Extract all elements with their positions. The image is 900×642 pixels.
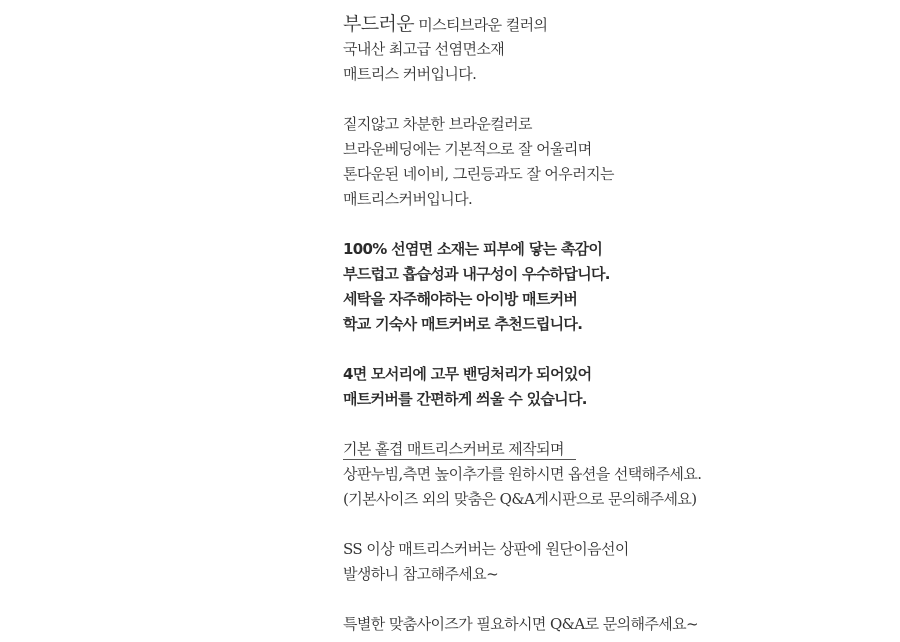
spacer [343,87,883,112]
custom-size-line: 특별한 맞춤사이즈가 필요하시면 Q&A로 문의해주세요~ [343,615,699,633]
intro-line-1 [343,12,883,37]
intro-line-2: 국내산 최고급 선염면소재 [343,40,505,58]
spacer [343,212,883,237]
intro-highlight: 부드러운 [343,13,415,35]
color-line-3: 톤다운된 네이비, 그린등과도 잘 어우러지는 [343,165,614,183]
color-line-1: 짙지않고 차분한 브라운컬러로 [343,115,532,133]
seam-line-2: 발생하니 참고해주세요~ [343,565,499,583]
intro-line-1-rest: 미스티브라운 컬러의 [418,16,548,34]
option-line-2: (기본사이즈 외의 맞춤은 Q&A게시판으로 문의해주세요) [343,490,697,508]
option-heading: 기본 홑겹 매트리스커버로 제작되며 [343,439,576,460]
material-line-1: 100% 선염면 소재는 피부에 닿는 촉감이 [343,240,603,258]
product-description [343,12,883,637]
material-line-4: 학교 기숙사 매트커버로 추천드립니다. [343,315,583,333]
banding-line-1: 4면 모서리에 고무 밴딩처리가 되어있어 [343,365,592,383]
spacer [343,587,883,612]
option-heading-row [343,437,883,462]
material-line-3: 세탁을 자주해야하는 아이방 매트커버 [343,290,578,308]
color-line-2: 브라운베딩에는 기본적으로 잘 어울리며 [343,140,592,158]
seam-line-1: SS 이상 매트리스커버는 상판에 원단이음선이 [343,540,629,558]
spacer [343,337,883,362]
spacer [343,412,883,437]
option-line-1: 상판누빔,측면 높이추가를 원하시면 옵션을 선택해주세요. [343,465,702,483]
spacer [343,512,883,537]
banding-line-2: 매트커버를 간편하게 씌울 수 있습니다. [343,390,587,408]
material-line-2: 부드럽고 흡습성과 내구성이 우수하답니다. [343,265,610,283]
color-line-4: 매트리스커버입니다. [343,190,473,208]
intro-line-3: 매트리스 커버입니다. [343,65,477,83]
